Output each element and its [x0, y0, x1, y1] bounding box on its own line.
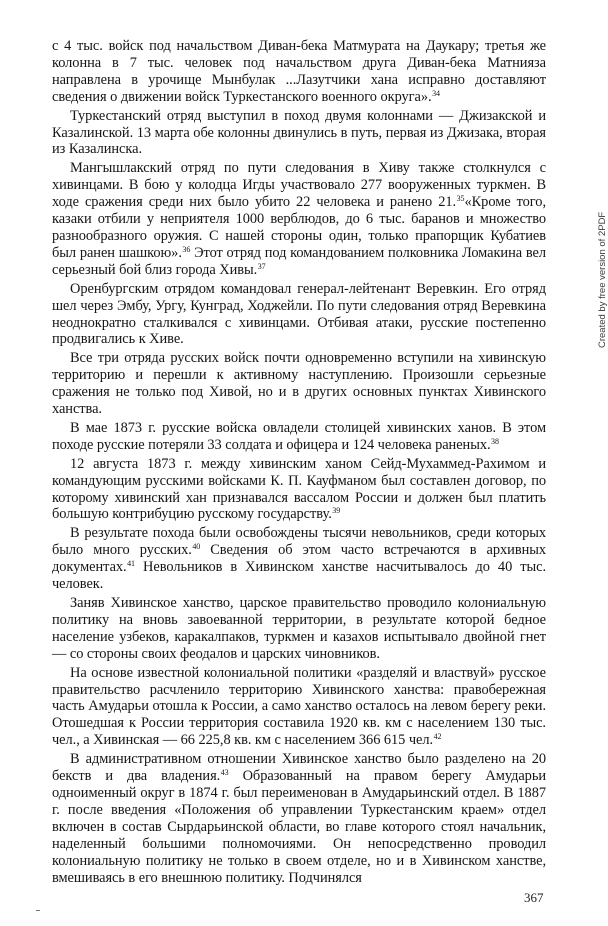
- paragraph-text: Оренбургским отрядом командовал генерал-лейтенант Веревкин. Его отряд шел через Эмбу, Ургу, Кунград, Ходжейли. По пути следования отряд Веревкина неоднократно сталкивался с хивинцами. Отбивая атаки, русские постепенно продвигались к Хиве.: [52, 280, 546, 348]
- paragraph-9: [52, 595, 546, 663]
- paragraph-1: [52, 38, 546, 106]
- paragraph-3: [52, 160, 546, 278]
- paragraph-text: 12 августа 1873 г. между хивинским ханом Сейд-Мухаммед-Рахимом и командующим русскими войсками К. П. Кауфманом был составлен договор, по которому хивинский хан признавался вассалом России и должен был платить большую контрибуцию русскому государству.: [52, 455, 546, 523]
- footnote-ref[interactable]: 40: [192, 542, 201, 552]
- paragraph-text: В результате похода были освобождены тысячи невольников, среди которых было много русских.: [52, 525, 546, 559]
- footnote-ref[interactable]: 34: [432, 88, 440, 98]
- watermark: [586, 208, 608, 348]
- paragraph-text-cont: Невольников в Хивинском ханстве насчитывалось до 40 тыс. человек.: [52, 559, 546, 593]
- paragraph-text: Туркестанский отряд выступил в поход двумя колоннами — Джизакской и Казалинской. 13 марта обе колонны двинулись в путь, первая из Джизака, вторая из Казалинска.: [52, 107, 546, 158]
- paragraph-2: [52, 108, 546, 159]
- footnote-ref[interactable]: 41: [127, 559, 136, 569]
- footnote-ref[interactable]: 43: [220, 768, 229, 778]
- watermark-text: Created by free version of 2PDF: [597, 211, 608, 348]
- paragraph-text-cont: Сведения об этом часто встречаются в архивных документах.: [52, 542, 546, 576]
- paragraph-text: Мангышлакский отряд по пути следования в Хиву также столкнулся с хивинцами. В бою у колодца Игды участвовало 277 вооруженных туркмен. В ходе сражения среди них было убито 22 человека и ранено 21.: [52, 160, 546, 211]
- paragraph-5: [52, 350, 546, 418]
- paragraph-6: [52, 420, 546, 454]
- paragraph-text: Все три отряда русских войск почти одновременно вступили на хивинскую территорию и перешли к активному наступлению. Произошли серьезные сражения не только под Хивой, но и в других основных пунктах Хивинского ханства.: [52, 350, 546, 418]
- footnote-ref[interactable]: 36: [182, 244, 191, 254]
- paragraph-text: На основе известной колониальной политики «разделяй и властвуй» русское правительство расчленило территорию Хивинского ханства: правобережная часть Амударьи отошла к России, а само ханство осталось на левом берегу реки. Отошедшая к России территория составила 1920 кв. км с населением 130 тыс. чел., а Хивинская — 66 225,8 кв. км с населением 366 615 чел.: [52, 664, 546, 749]
- paragraph-text-cont: Образованный на правом берегу Амударьи одноименный округ в 1874 г. был переименован в Амударьинский отдел. В 1887 г. после введения «Положения об управлении Туркестанским краем» отдел включен в состав Сырдарьинской области, во главе которого стоял начальник, наделенный большими полномочиями. Он непосредственно проводил колониальную политику не только в своем отделе, но и в Хивинском ханстве, вмешиваясь в его внешнюю политику. Подчинялся: [52, 768, 546, 886]
- page-body: [52, 38, 546, 888]
- footnote-ref[interactable]: 42: [433, 732, 442, 742]
- scan-artifact: [36, 910, 40, 911]
- footnote-ref[interactable]: 35: [456, 194, 465, 204]
- paragraph-4: [52, 281, 546, 349]
- paragraph-8: [52, 525, 546, 593]
- paragraph-text: с 4 тыс. войск под начальством Диван-бека Матмурата на Даукару; третья же колонна в 7 тыс. человек под начальством друга Диван-бека Матнияза направлена в урочище Мынбулак ...Лазутчики хана исправно доставляют сведения о движении войск Туркестанского военного округа».: [52, 38, 546, 105]
- paragraph-10: [52, 665, 546, 750]
- paragraph-text-cont: «Кроме того, казаки отбили у неприятеля 1000 верблюдов, до 6 тыс. баранов и множество разнообразного оружия. С нашей стороны один, только прапорщик Кубатиев был ранен шашкою».: [52, 194, 546, 261]
- footnote-ref[interactable]: 39: [332, 506, 341, 516]
- footnote-ref[interactable]: 37: [257, 261, 266, 271]
- paragraph-text: Заняв Хивинское ханство, царское правительство проводило колониальную политику на вновь завоеванной территории, в результате которой бедное население узбеков, каракалпаков, туркмен и казахов испытывало двойной гнет — со стороны своих феодалов и царских чиновников.: [52, 595, 546, 662]
- page-number: 367: [524, 890, 544, 905]
- paragraph-11: [52, 751, 546, 886]
- paragraph-text: В мае 1873 г. русские войска овладели столицей хивинских ханов. В этом походе русские потеряли 33 солдата и офицера и 124 человека раненых.: [52, 419, 546, 453]
- paragraph-7: [52, 456, 546, 524]
- paragraph-text-cont: Этот отряд под командованием полковника Ломакина вел серьезный бой близ города Хивы.: [52, 244, 546, 278]
- footnote-ref[interactable]: 38: [491, 436, 499, 446]
- paragraph-text: В административном отношении Хивинское ханство было разделено на 20 бекств и два владения.: [52, 751, 546, 785]
